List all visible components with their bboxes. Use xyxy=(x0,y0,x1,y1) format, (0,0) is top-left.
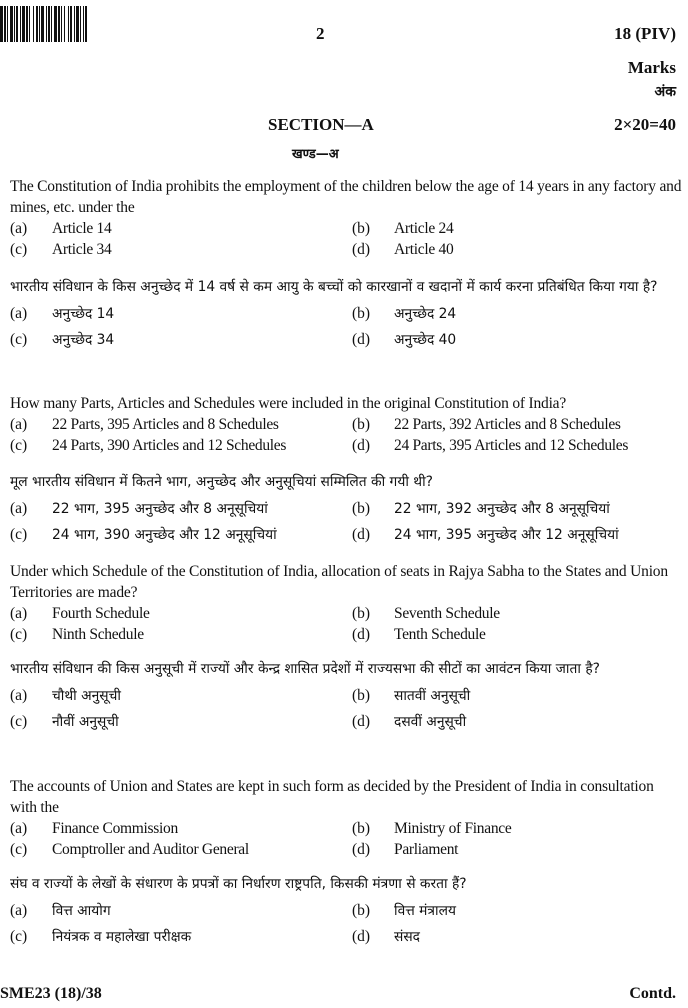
option-text: Tenth Schedule xyxy=(394,626,486,643)
question-text: The Constitution of India prohibits the employment of the children below the age of 14 years in any factory and mines, etc. under the xyxy=(10,178,682,216)
options xyxy=(10,414,682,456)
option-text: नौवीं अनुसूची xyxy=(52,714,119,730)
option-letter: (a) xyxy=(10,820,28,837)
question-2-hindi xyxy=(10,468,682,548)
question-1-english xyxy=(10,176,682,260)
option-c xyxy=(10,709,352,735)
question-text: भारतीय संविधान के किस अनुच्छेद में 14 वर्ष से कम आयु के बच्चों को कारखानों व खदानों में कार्य करना प्रतिबंधित किया गया है? xyxy=(10,279,658,295)
options xyxy=(10,603,682,645)
options xyxy=(10,301,682,353)
option-letter: (b) xyxy=(352,416,371,433)
option-text: 22 भाग, 395 अनुच्छेद और 8 अनूसूचियां xyxy=(52,501,268,517)
option-b xyxy=(352,818,682,839)
paper-code: 18 (PIV) xyxy=(614,24,676,43)
option-letter: (b) xyxy=(352,500,371,517)
page-number: 2 xyxy=(316,24,325,43)
option-letter: (d) xyxy=(352,928,371,945)
option-text: 24 भाग, 395 अनुच्छेद और 12 अनूसूचियां xyxy=(394,527,619,543)
option-text: Parliament xyxy=(394,841,459,858)
question-text: The accounts of Union and States are kept in such form as decided by the President of India in consultation with the xyxy=(10,778,654,816)
option-letter: (a) xyxy=(10,305,28,322)
option-letter: (b) xyxy=(352,820,371,837)
option-letter: (d) xyxy=(352,626,371,643)
question-2-english xyxy=(10,393,682,456)
option-letter: (b) xyxy=(352,605,371,622)
option-text: Ninth Schedule xyxy=(52,626,144,643)
option-text: वित्त मंत्रालय xyxy=(394,903,456,919)
option-text: संसद xyxy=(394,929,420,945)
option-letter: (a) xyxy=(10,902,28,919)
option-c xyxy=(10,435,352,456)
option-b xyxy=(352,414,682,435)
option-text: अनुच्छेद 34 xyxy=(52,332,115,348)
marks-label: Marks xyxy=(627,58,676,77)
footer-paper-code: SME23 (18)/38 xyxy=(0,985,102,1002)
option-letter: (c) xyxy=(10,841,28,858)
option-letter: (c) xyxy=(10,713,28,730)
footer-continued: Contd. xyxy=(629,985,676,1002)
question-4-hindi xyxy=(10,870,682,950)
option-letter: (d) xyxy=(352,437,371,454)
marks-label-hindi: अंक xyxy=(654,84,676,100)
question-text: Under which Schedule of the Constitution of India, allocation of seats in Rajya Sabha to the States and Union Territories are made? xyxy=(10,563,668,601)
option-text: Article 34 xyxy=(52,241,112,258)
option-letter: (d) xyxy=(352,241,371,258)
option-letter: (a) xyxy=(10,687,28,704)
section-title-hindi: खण्ड—अ xyxy=(292,147,339,162)
option-d xyxy=(352,327,682,353)
option-d xyxy=(352,624,682,645)
option-b xyxy=(352,496,682,522)
option-letter: (b) xyxy=(352,902,371,919)
option-text: अनुच्छेद 14 xyxy=(52,306,115,322)
question-3-hindi xyxy=(10,655,682,735)
option-b xyxy=(352,603,682,624)
option-a xyxy=(10,218,352,239)
option-letter: (c) xyxy=(10,928,28,945)
option-letter: (b) xyxy=(352,305,371,322)
question-4-english xyxy=(10,776,682,860)
option-d xyxy=(352,924,682,950)
barcode xyxy=(0,6,88,42)
option-a xyxy=(10,414,352,435)
option-a xyxy=(10,496,352,522)
option-text: वित्त आयोग xyxy=(52,903,111,919)
option-c xyxy=(10,522,352,548)
option-text: Finance Commission xyxy=(52,820,178,837)
option-letter: (a) xyxy=(10,416,28,433)
option-a xyxy=(10,603,352,624)
option-text: चौथी अनुसूची xyxy=(52,688,121,704)
option-d xyxy=(352,709,682,735)
option-text: नियंत्रक व महालेखा परीक्षक xyxy=(52,929,192,945)
options xyxy=(10,818,682,860)
options xyxy=(10,496,682,548)
option-letter: (a) xyxy=(10,220,28,237)
option-text: 24 Parts, 395 Articles and 12 Schedules xyxy=(394,437,629,454)
question-text: संघ व राज्यों के लेखों के संधारण के प्रपत्रों का निर्धारण राष्ट्रपति, किसकी मंत्रणा से करता हैं? xyxy=(10,876,467,892)
option-letter: (d) xyxy=(352,713,371,730)
option-a xyxy=(10,818,352,839)
option-b xyxy=(352,683,682,709)
option-text: Comptroller and Auditor General xyxy=(52,841,249,858)
question-text: मूल भारतीय संविधान में कितने भाग, अनुच्छेद और अनुसूचियां सम्मिलित की गयी थी? xyxy=(10,474,433,490)
option-c xyxy=(10,624,352,645)
question-3-english xyxy=(10,561,682,645)
option-a xyxy=(10,301,352,327)
option-letter: (b) xyxy=(352,687,371,704)
option-c xyxy=(10,239,352,260)
option-letter: (d) xyxy=(352,331,371,348)
option-b xyxy=(352,301,682,327)
option-text: अनुच्छेद 40 xyxy=(394,332,457,348)
option-letter: (c) xyxy=(10,241,28,258)
option-d xyxy=(352,435,682,456)
option-text: 24 Parts, 390 Articles and 12 Schedules xyxy=(52,437,287,454)
question-1-hindi xyxy=(10,273,682,353)
option-d xyxy=(352,239,682,260)
options xyxy=(10,218,682,260)
option-letter: (d) xyxy=(352,841,371,858)
option-letter: (b) xyxy=(352,220,371,237)
option-a xyxy=(10,683,352,709)
question-text: भारतीय संविधान की किस अनुसूची में राज्यों और केन्द्र शासित प्रदेशों में राज्यसभा की सीटों का आवंटन किया जाता है? xyxy=(10,661,600,677)
option-text: सातवीं अनुसूची xyxy=(394,688,471,704)
option-text: Article 40 xyxy=(394,241,454,258)
option-text: दसवीं अनुसूची xyxy=(394,714,467,730)
option-b xyxy=(352,898,682,924)
section-marks: 2×20=40 xyxy=(614,115,676,134)
option-letter: (c) xyxy=(10,526,28,543)
option-c xyxy=(10,327,352,353)
option-text: Ministry of Finance xyxy=(394,820,512,837)
option-letter: (c) xyxy=(10,331,28,348)
option-d xyxy=(352,522,682,548)
option-text: Fourth Schedule xyxy=(52,605,150,622)
option-d xyxy=(352,839,682,860)
option-text: 24 भाग, 390 अनुच्छेद और 12 अनूसूचियां xyxy=(52,527,277,543)
option-letter: (a) xyxy=(10,500,28,517)
option-text: Seventh Schedule xyxy=(394,605,500,622)
option-text: Article 14 xyxy=(52,220,112,237)
options xyxy=(10,683,682,735)
option-text: 22 Parts, 392 Articles and 8 Schedules xyxy=(394,416,621,433)
option-letter: (c) xyxy=(10,626,28,643)
option-c xyxy=(10,924,352,950)
option-a xyxy=(10,898,352,924)
options xyxy=(10,898,682,950)
option-letter: (c) xyxy=(10,437,28,454)
option-c xyxy=(10,839,352,860)
option-text: अनुच्छेद 24 xyxy=(394,306,457,322)
option-text: 22 Parts, 395 Articles and 8 Schedules xyxy=(52,416,279,433)
question-text: How many Parts, Articles and Schedules were included in the original Constitution of India? xyxy=(10,395,567,412)
option-letter: (a) xyxy=(10,605,28,622)
option-text: Article 24 xyxy=(394,220,454,237)
option-letter: (d) xyxy=(352,526,371,543)
option-text: 22 भाग, 392 अनुच्छेद और 8 अनूसूचियां xyxy=(394,501,610,517)
option-b xyxy=(352,218,682,239)
section-title: SECTION—A xyxy=(268,115,374,134)
